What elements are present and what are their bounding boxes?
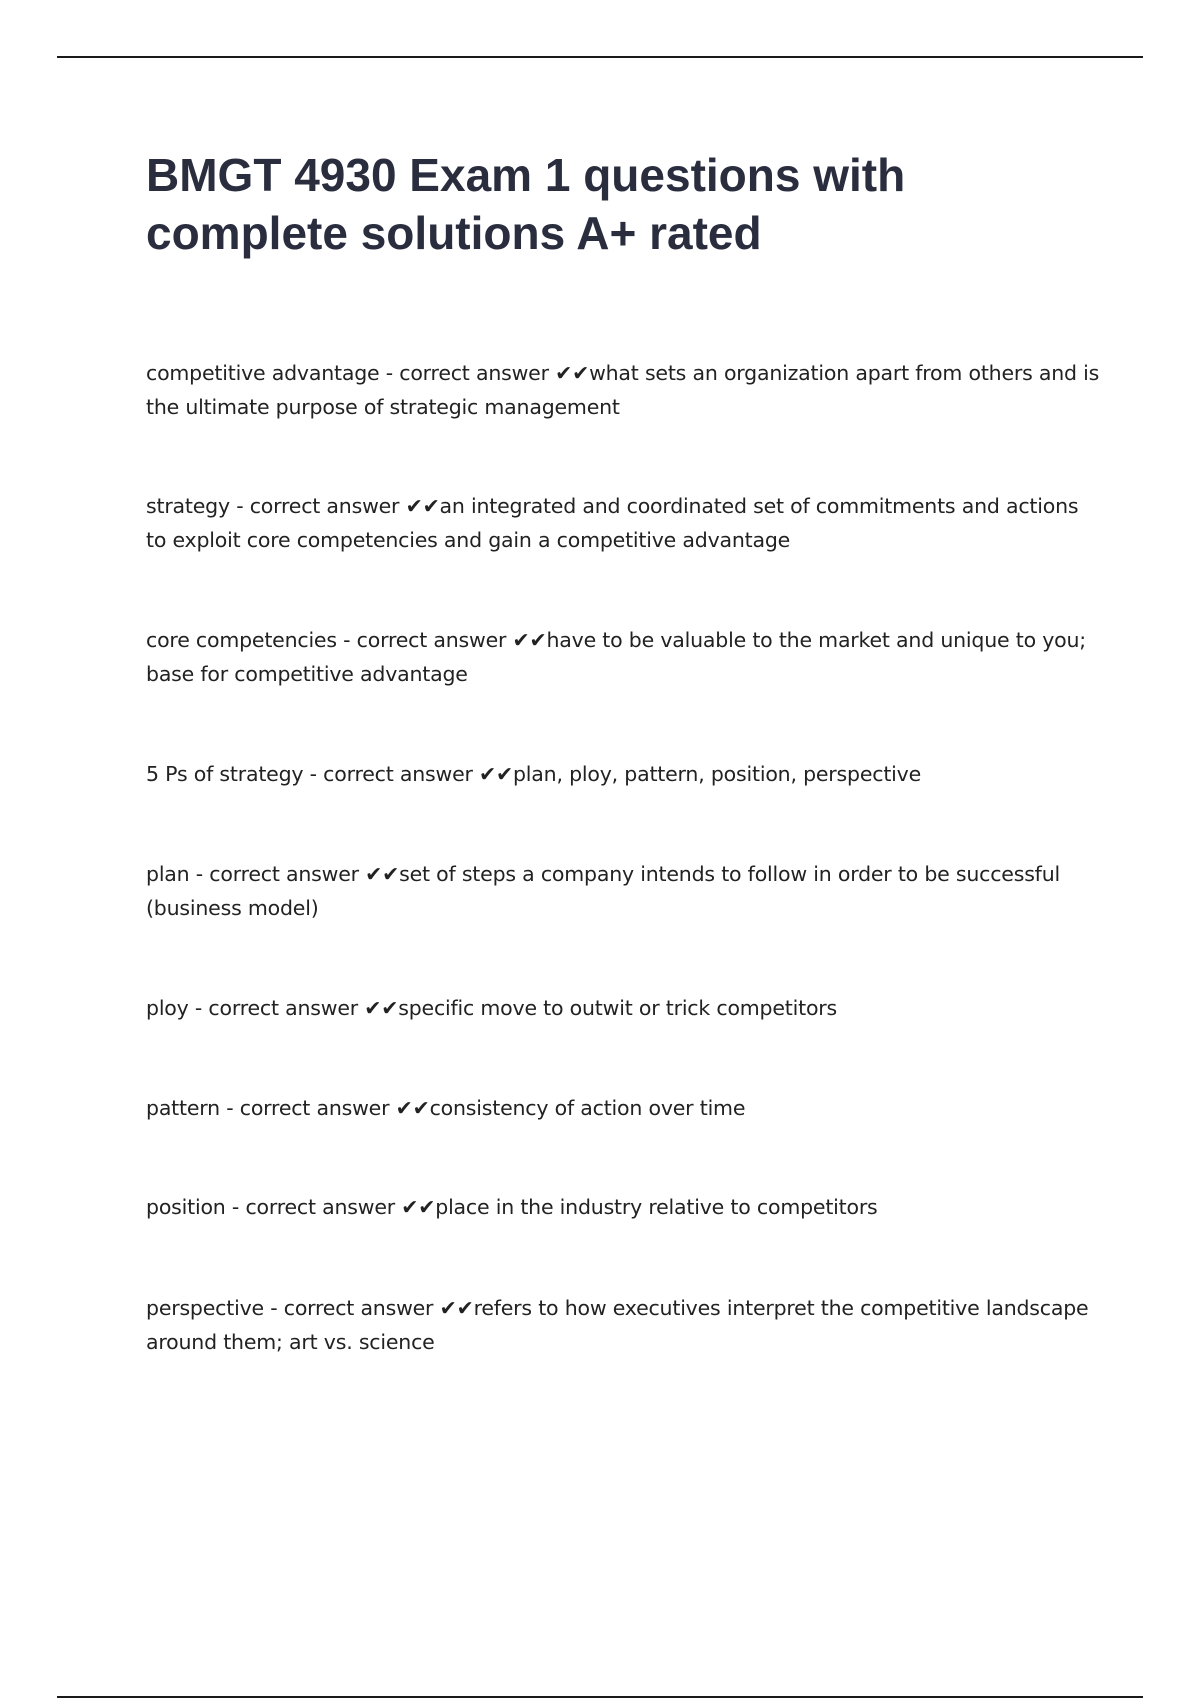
entry-term: ploy <box>146 996 189 1020</box>
entry-strategy <box>146 489 1101 557</box>
entry-position <box>146 1190 1101 1224</box>
entry-term: core competencies <box>146 628 337 652</box>
entry-definition: place in the industry relative to competitors <box>435 1195 878 1219</box>
entry-competitive-advantage <box>146 356 1101 424</box>
entry-term: pattern <box>146 1096 220 1120</box>
entry-term: perspective <box>146 1296 264 1320</box>
entry-term: strategy <box>146 494 230 518</box>
entry-definition: an integrated and coordinated set of commitments and actions to exploit core competencies and gain a competitive advantage <box>146 494 1079 552</box>
entry-term: 5 Ps of strategy <box>146 762 304 786</box>
entry-separator: - correct answer ✔✔ <box>225 1195 436 1219</box>
entry-plan <box>146 857 1101 925</box>
document-title: BMGT 4930 Exam 1 questions with complete solutions A+ rated <box>146 149 906 259</box>
entry-separator: - correct answer ✔✔ <box>263 1296 474 1320</box>
entry-term: plan <box>146 862 190 886</box>
entry-pattern <box>146 1091 1101 1125</box>
entry-separator: - correct answer ✔✔ <box>336 628 547 652</box>
entry-definition: have to be valuable to the market and unique to you; base for competitive advantage <box>146 628 1087 686</box>
entry-separator: - correct answer ✔✔ <box>189 862 400 886</box>
entry-definition: plan, ploy, pattern, position, perspective <box>512 762 921 786</box>
entry-ploy <box>146 991 1101 1025</box>
entry-definition: refers to how executives interpret the competitive landscape around them; art vs. science <box>146 1296 1089 1354</box>
entry-term: competitive advantage <box>146 361 380 385</box>
top-divider <box>57 56 1143 58</box>
entry-5-ps-of-strategy <box>146 757 1101 791</box>
entry-definition: set of steps a company intends to follow in order to be successful (business model) <box>146 862 1060 920</box>
entry-definition: consistency of action over time <box>429 1096 746 1120</box>
entry-separator: - correct answer ✔✔ <box>379 361 590 385</box>
entry-definition: what sets an organization apart from others and is the ultimate purpose of strategic management <box>146 361 1100 419</box>
entry-separator: - correct answer ✔✔ <box>219 1096 430 1120</box>
entry-definition: specific move to outwit or trick competitors <box>398 996 838 1020</box>
entry-separator: - correct answer ✔✔ <box>303 762 513 786</box>
entry-separator: - correct answer ✔✔ <box>188 996 399 1020</box>
entry-separator: - correct answer ✔✔ <box>229 494 440 518</box>
entry-perspective <box>146 1291 1101 1359</box>
entry-core-competencies <box>146 623 1101 691</box>
bottom-divider <box>57 1696 1143 1698</box>
entry-term: position <box>146 1195 226 1219</box>
